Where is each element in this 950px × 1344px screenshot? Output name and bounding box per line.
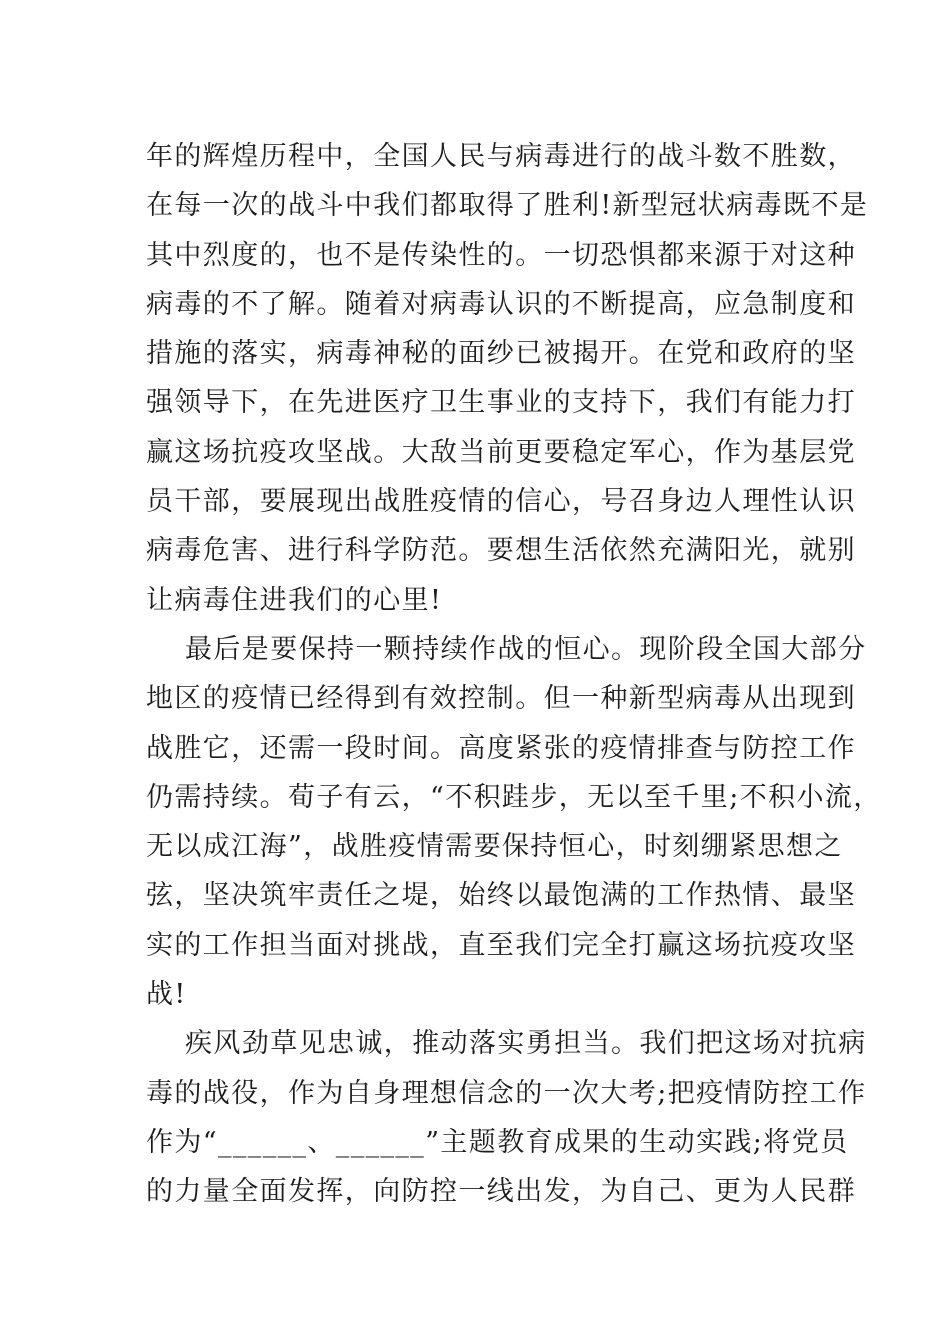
text-line: 赢这场抗疫攻坚战。大敌当前更要稳定军心，作为基层党 [146, 436, 856, 468]
text-line: 地区的疫情已经得到有效控制。但一种新型病毒从出现到 [146, 683, 856, 715]
text-line: 战胜它，还需一段时间。高度紧张的疫情排查与防控工作 [146, 732, 856, 764]
text-line: 其中烈度的，也不是传染性的。一切恐惧都来源于对这种 [146, 239, 856, 271]
text-line: 在每一次的战斗中我们都取得了胜利!新型冠状病毒既不是 [146, 190, 869, 222]
text-line: 年的辉煌历程中，全国人民与病毒进行的战斗数不胜数， [146, 141, 856, 172]
text-line: 强领导下，在先进医疗卫生事业的支持下，我们有能力打 [146, 387, 856, 419]
text-line: 无以成江海”，战胜疫情需要保持恒心，时刻绷紧思想之 [146, 831, 843, 863]
text-line: 员干部，要展现出战胜疫情的信心，号召身边人理性认识 [146, 486, 856, 518]
body-text [146, 132, 882, 1217]
text-line: 毒的战役，作为自身理想信念的一次大考;把疫情防控工作 [146, 1077, 867, 1109]
text-line: 作为“______、______”主题教育成果的生动实践;将党员 [146, 1126, 849, 1158]
text-line: 措施的落实，病毒神秘的面纱已被揭开。在党和政府的坚 [146, 338, 856, 370]
text-line: 实的工作担当面对挑战，直至我们完全打赢这场抗疫攻坚 [146, 929, 856, 961]
text-line: 让病毒住进我们的心里! [146, 584, 443, 616]
text-line: 战! [146, 979, 187, 1011]
text-line: 病毒的不了解。随着对病毒认识的不断提高，应急制度和 [146, 288, 856, 320]
text-line: 的力量全面发挥，向防控一线出发，为自己、更为人民群 [146, 1176, 856, 1208]
text-line: 病毒危害、进行科学防范。要想生活依然充满阳光，就别 [146, 535, 856, 567]
paragraph-first-line: 最后是要保持一颗持续作战的恒心。现阶段全国大部分 [185, 633, 867, 665]
paragraph-first-line: 疾风劲草见忠诚，推动落实勇担当。我们把这场对抗病 [185, 1028, 867, 1060]
text-line: 仍需持续。荀子有云，“不积跬步，无以至千里;不积小流， [146, 781, 882, 813]
text-line: 弦，坚决筑牢责任之堤，始终以最饱满的工作热情、最坚 [146, 880, 856, 912]
